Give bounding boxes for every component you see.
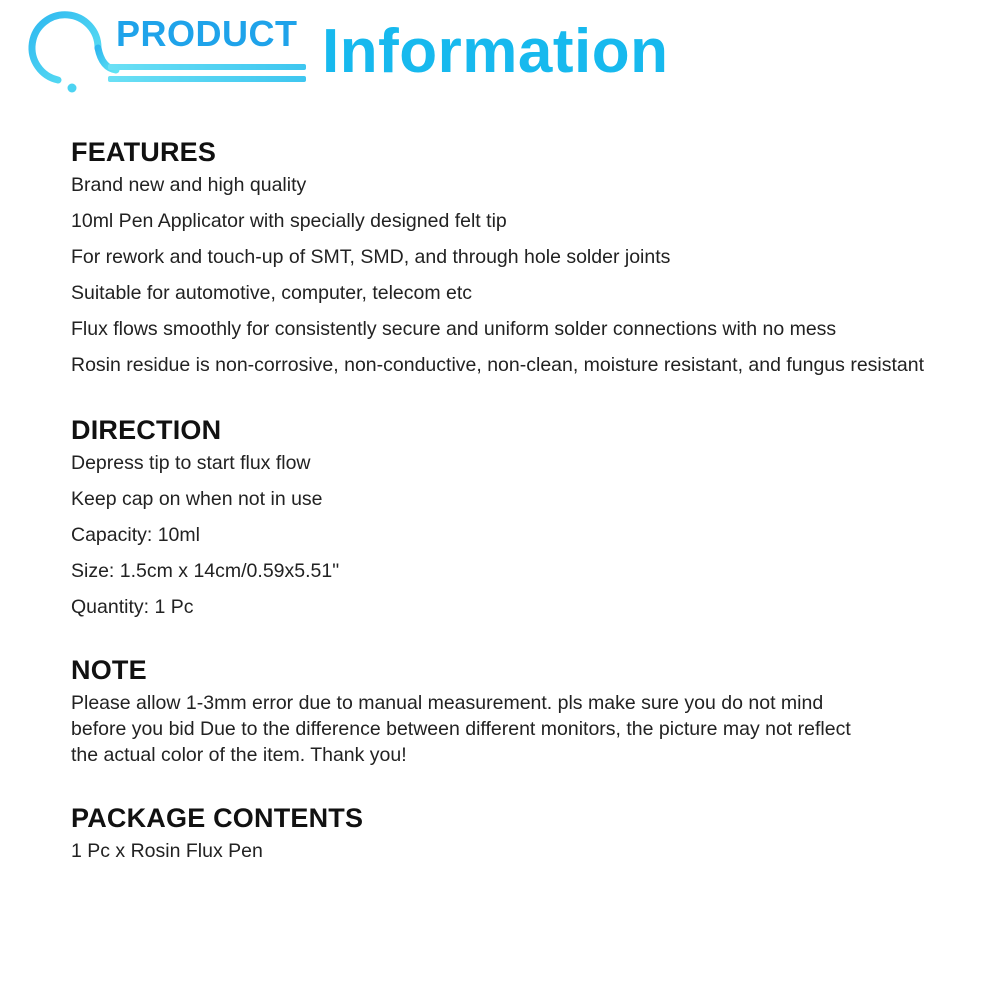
direction-section [71,410,951,620]
direction-item: Capacity: 10ml [71,524,200,546]
feature-item: 10ml Pen Applicator with specially designed felt tip [71,210,507,232]
note-text: Please allow 1-3mm error due to manual measurement. pls make sure you do not mind before you bid Due to the difference between different monitors, the picture may not reflect the actual color of the item. Thank you! [71,692,851,766]
feature-item: Rosin residue is non-corrosive, non-conductive, non-clean, moisture resistant, and fungus resistant [71,354,925,376]
feature-item: Suitable for automotive, computer, telecom etc [71,282,473,304]
product-details [71,132,951,874]
feature-item: For rework and touch-up of SMT, SMD, and through hole solder joints [71,246,671,268]
direction-title: DIRECTION [71,415,222,445]
package-title: PACKAGE CONTENTS [71,803,364,833]
direction-item: Depress tip to start flux flow [71,452,311,474]
direction-item: Size: 1.5cm x 14cm/0.59x5.51" [71,560,340,582]
note-title: NOTE [71,655,147,685]
direction-item: Quantity: 1 Pc [71,596,194,618]
features-title: FEATURES [71,137,217,167]
direction-item: Keep cap on when not in use [71,488,323,510]
product-information-banner [0,0,1000,100]
package-item: 1 Pc x Rosin Flux Pen [71,840,263,862]
product-heading-word: PRODUCT [116,13,298,54]
information-heading-word: Information [322,17,669,86]
feature-item: Flux flows smoothly for consistently secure and uniform solder connections with no mess [71,318,837,340]
feature-item: Brand new and high quality [71,174,307,196]
package-section [71,798,951,864]
features-section [71,132,951,378]
note-section [71,650,951,768]
